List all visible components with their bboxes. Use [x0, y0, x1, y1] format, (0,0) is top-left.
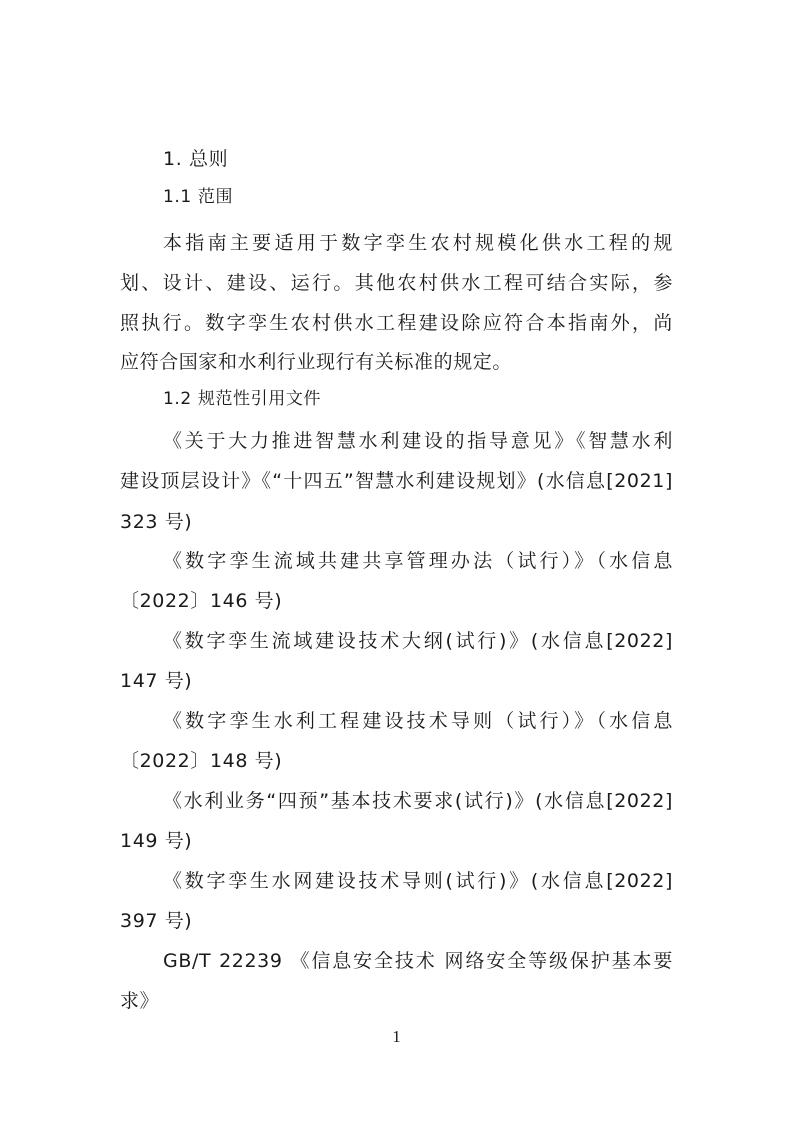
reference-line: 《数字孪生水网建设技术导则(试行)》(水信息[2022] [163, 870, 673, 892]
section-heading: 1. 总则 [163, 148, 229, 170]
reference-line: 《水利业务“四预”基本技术要求(试行)》(水信息[2022] [163, 790, 673, 812]
scope-line-4: 应符合国家和水利行业现行有关标准的规定。 [120, 351, 513, 373]
reference-line: 〔2022〕146 号) [120, 590, 283, 612]
reference-line: 147 号) [120, 670, 193, 692]
subsection-heading-references: 1.2 规范性引用文件 [163, 389, 322, 409]
reference-line: 323 号) [120, 511, 193, 533]
reference-line: 〔2022〕148 号) [120, 750, 283, 772]
reference-line: 397 号) [120, 910, 193, 932]
reference-line: GB/T 22239 《信息安全技术 网络安全等级保护基本要 [163, 950, 673, 972]
reference-line: 149 号) [120, 830, 193, 852]
subsection-heading-scope: 1.1 范围 [163, 187, 234, 207]
reference-line: 《数字孪生水利工程建设技术导则（试行）》（水信息 [163, 710, 673, 732]
reference-line: 《数字孪生流域共建共享管理办法（试行）》（水信息 [163, 550, 673, 572]
reference-line: 《关于大力推进智慧水利建设的指导意见》《智慧水利 [163, 430, 673, 452]
reference-line: 建设顶层设计》《“十四五”智慧水利建设规划》(水信息[2021] [120, 470, 673, 492]
reference-line: 《数字孪生流域建设技术大纲(试行)》(水信息[2022] [163, 630, 673, 652]
page-number: 1 [392, 1027, 401, 1046]
scope-line-3: 照执行。数字孪生农村供水工程建设除应符合本指南外，尚 [120, 312, 673, 334]
scope-line-2: 划、设计、建设、运行。其他农村供水工程可结合实际，参 [120, 272, 673, 294]
scope-line-1: 本指南主要适用于数字孪生农村规模化供水工程的规 [163, 232, 673, 254]
reference-line: 求》 [120, 990, 160, 1012]
